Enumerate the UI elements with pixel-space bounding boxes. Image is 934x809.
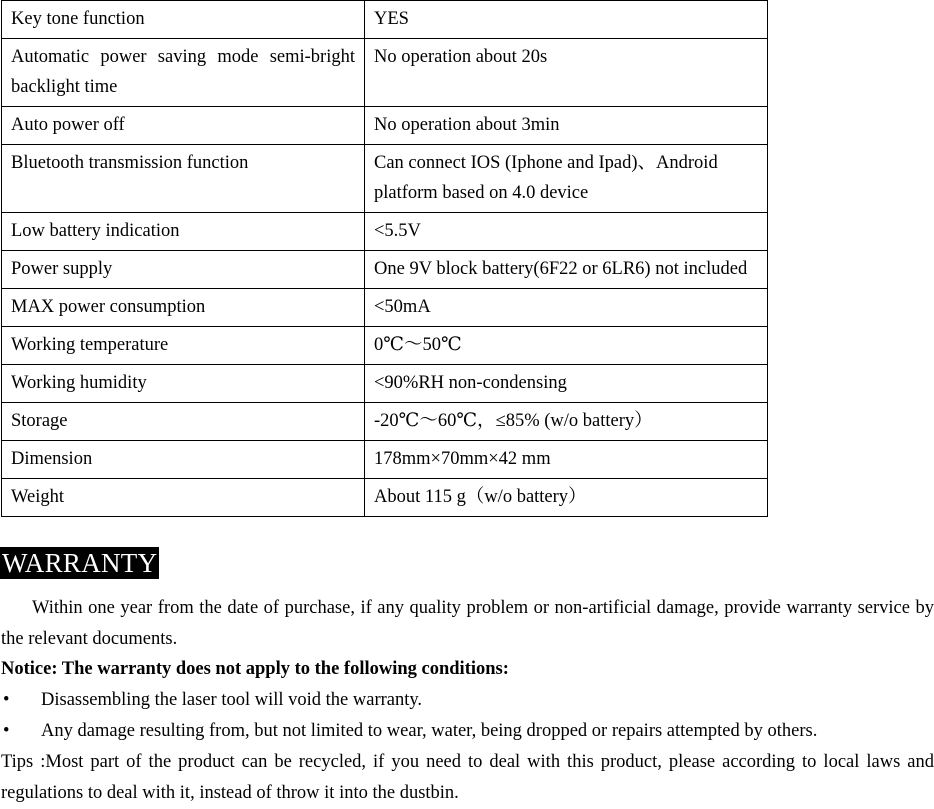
spec-label: Weight: [2, 479, 365, 517]
warranty-heading: WARRANTY: [2, 548, 158, 578]
spec-label: Working temperature: [2, 327, 365, 365]
spec-label: Storage: [2, 403, 365, 441]
spec-value: No operation about 20s: [365, 39, 768, 107]
spec-label: Working humidity: [2, 365, 365, 403]
spec-value: <5.5V: [365, 213, 768, 251]
table-row: [2, 479, 768, 517]
table-row: [2, 289, 768, 327]
spec-value: Can connect IOS (Iphone and Ipad)、Android platform based on 4.0 device: [365, 145, 768, 213]
table-row: [2, 145, 768, 213]
recycling-tips: Tips :Most part of the product can be recycled, if you need to deal with this product, please according to local laws and regulations to deal with it, instead of throw it into the dustbin.: [1, 752, 934, 803]
table-row: [2, 251, 768, 289]
spec-label: Bluetooth transmission function: [2, 145, 365, 213]
spec-value: One 9V block battery(6F22 or 6LR6) not included: [365, 251, 768, 289]
spec-value: <90%RH non-condensing: [365, 365, 768, 403]
table-row: [2, 107, 768, 145]
warranty-exclusion: Any damage resulting from, but not limited to wear, water, being dropped or repairs attempted by others.: [41, 721, 818, 741]
spec-label: Dimension: [2, 441, 365, 479]
bullet-icon: •: [3, 690, 10, 710]
spec-label: Power supply: [2, 251, 365, 289]
spec-value: -20℃～60℃，≤85% (w/o battery）: [365, 403, 768, 441]
warranty-intro: Within one year from the date of purchase, if any quality problem or non-artificial damage, provide warranty service by the relevant documents.: [1, 598, 934, 649]
spec-label: Low battery indication: [2, 213, 365, 251]
warranty-exclusion: Disassembling the laser tool will void the warranty.: [41, 690, 423, 710]
table-row: [2, 403, 768, 441]
bullet-icon: •: [3, 721, 10, 741]
warranty-notice: Notice: The warranty does not apply to the following conditions:: [1, 659, 509, 679]
table-row: [2, 441, 768, 479]
spec-value: No operation about 3min: [365, 107, 768, 145]
table-row: [2, 327, 768, 365]
spec-label: Auto power off: [2, 107, 365, 145]
spec-label: Key tone function: [2, 1, 365, 39]
spec-value: <50mA: [365, 289, 768, 327]
spec-value: 178mm×70mm×42 mm: [365, 441, 768, 479]
spec-value: About 115 g（w/o battery）: [365, 479, 768, 517]
table-row: [2, 1, 768, 39]
spec-label: MAX power consumption: [2, 289, 365, 327]
table-row: [2, 39, 768, 107]
spec-label: Automatic power saving mode semi-bright backlight time: [2, 39, 365, 107]
spec-value: 0℃～50℃: [365, 327, 768, 365]
table-row: [2, 213, 768, 251]
table-row: [2, 365, 768, 403]
spec-value: YES: [365, 1, 768, 39]
specification-table: [1, 0, 768, 517]
